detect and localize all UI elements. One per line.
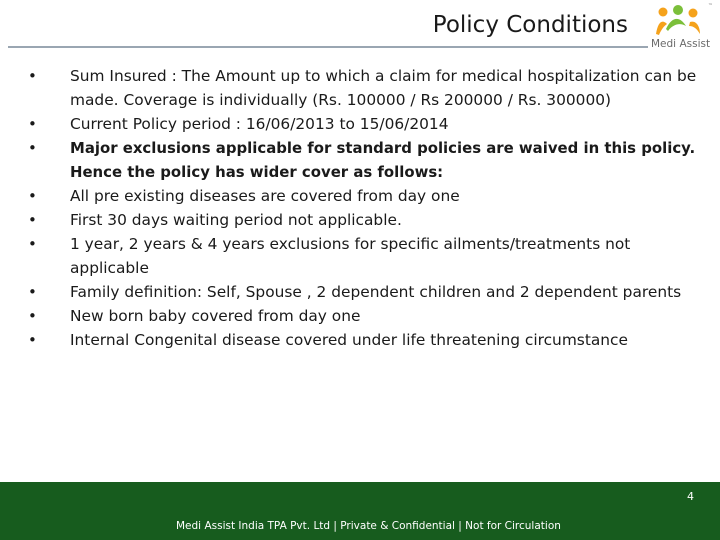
- bullet-text: All pre existing diseases are covered from day one: [70, 187, 460, 205]
- bullet-item: [28, 184, 700, 208]
- bullet-item: [28, 328, 700, 352]
- bullet-text: Internal Congenital disease covered under life threatening circumstance: [70, 331, 628, 349]
- bullet-item: [28, 208, 700, 232]
- trademark-mark: ™: [708, 3, 713, 9]
- title-divider: [8, 46, 648, 48]
- bullet-text: 1 year, 2 years & 4 years exclusions for specific ailments/treatments not applicable: [70, 235, 631, 277]
- bullet-text: Current Policy period : 16/06/2013 to 15/06/2014: [70, 115, 449, 133]
- footer-bar: [0, 482, 720, 540]
- bullet-item: [28, 232, 700, 280]
- bullet-text: First 30 days waiting period not applicable.: [70, 211, 402, 229]
- bullet-text: Family definition: Self, Spouse , 2 dependent children and 2 dependent parents: [70, 283, 682, 301]
- bullet-text: New born baby covered from day one: [70, 307, 361, 325]
- bullet-text: Major exclusions applicable for standard policies are waived in this policy. Hence the policy has wider cover as follows:: [70, 139, 696, 181]
- bullet-text: Sum Insured : The Amount up to which a claim for medical hospitalization can be made. Coverage is individually (Rs. 100000 / Rs 200000 / Rs. 300000): [70, 67, 697, 109]
- bullet-item: [28, 136, 700, 184]
- bullet-item: [28, 64, 700, 112]
- bullet-list: [28, 64, 700, 352]
- page-number: 4: [687, 490, 694, 503]
- logo-text: Medi Assist: [651, 38, 711, 50]
- footer-text: Medi Assist India TPA Pvt. Ltd | Private & Confidential | Not for Circulation: [176, 520, 561, 532]
- page-title: Policy Conditions: [432, 12, 628, 38]
- bullet-item: [28, 112, 700, 136]
- bullet-item: [28, 280, 700, 304]
- bullet-item: [28, 304, 700, 328]
